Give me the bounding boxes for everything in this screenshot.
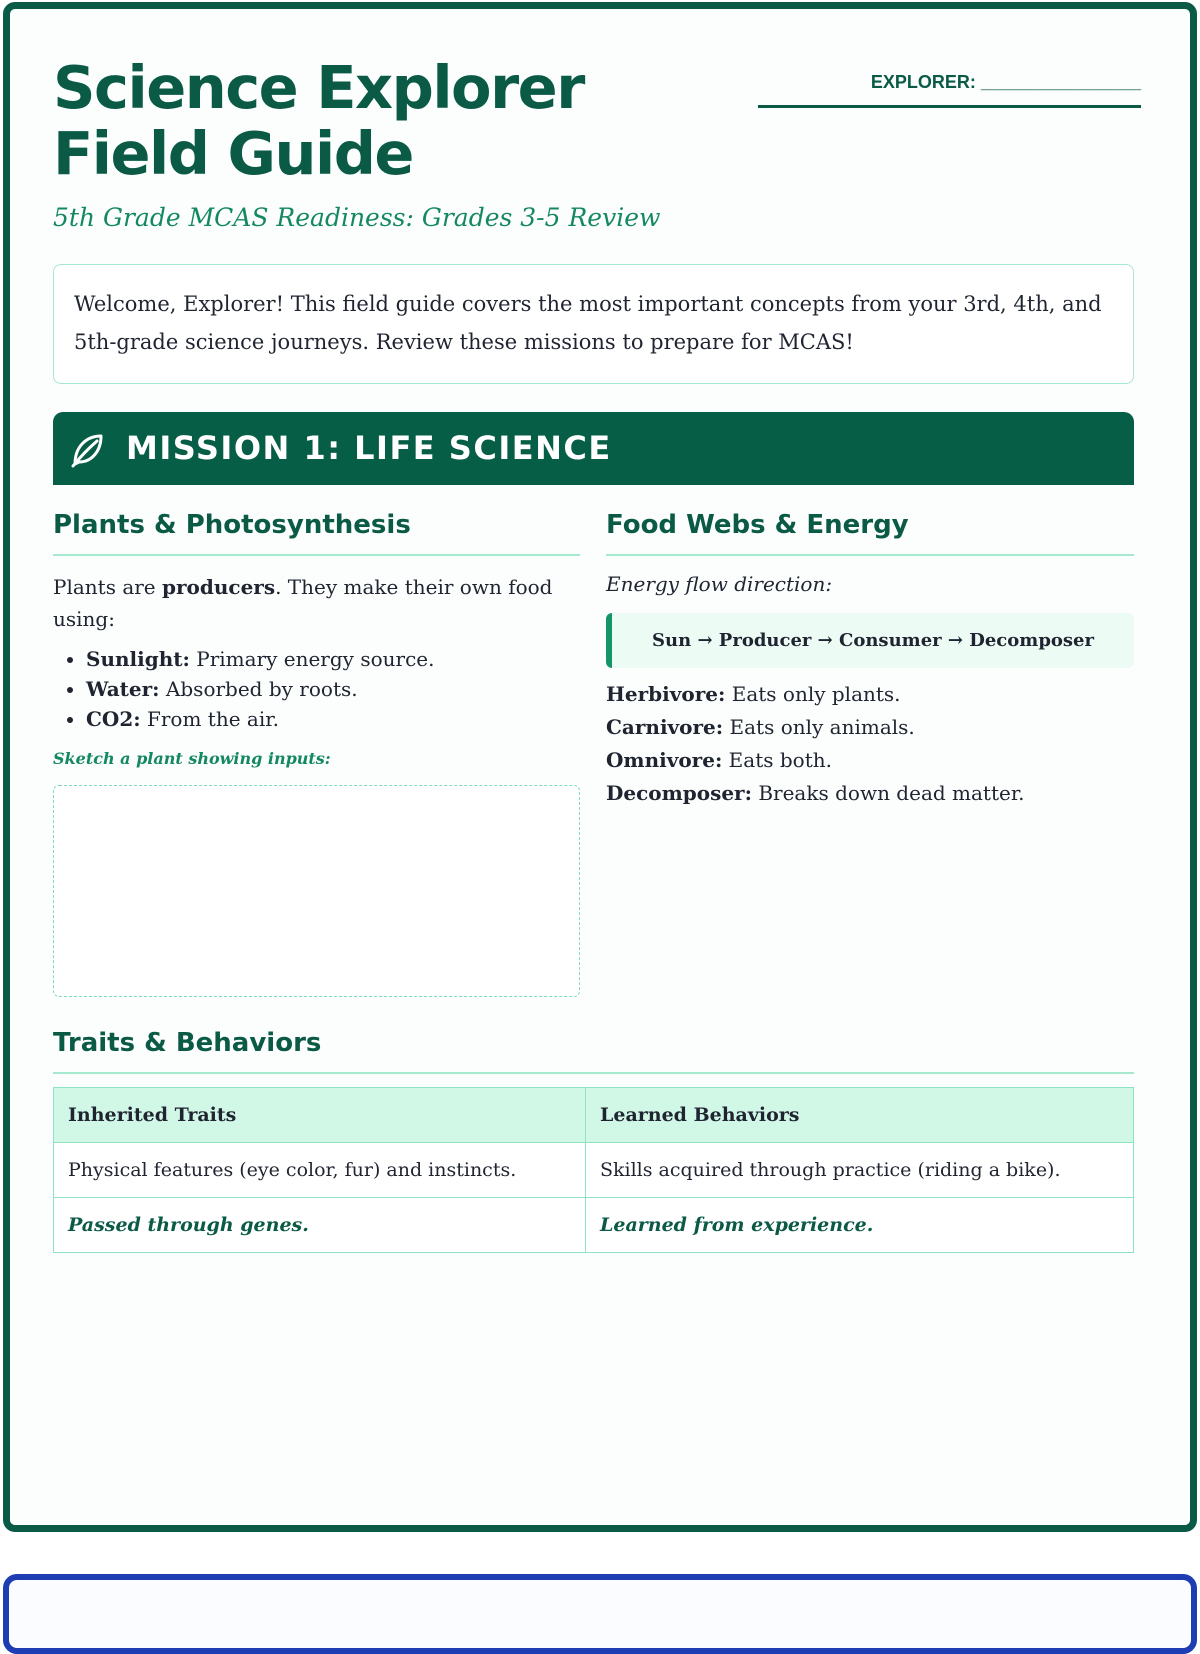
traits-table	[53, 1087, 1134, 1253]
sketch-area[interactable]	[53, 785, 580, 997]
table-cell: Physical features (eye color, fur) and instincts.	[54, 1143, 586, 1198]
intro-box: Welcome, Explorer! This field guide covers the most important concepts from your 3rd, 4th, and 5th-grade science journeys. Review these missions to prepare for MCAS!	[53, 264, 1134, 384]
table-row	[54, 1143, 1134, 1198]
definition-omnivore: Omnivore: Eats both.	[606, 748, 832, 772]
next-page-edge	[3, 1574, 1197, 1654]
mission-title: MISSION 1: LIFE SCIENCE	[126, 429, 612, 467]
table-cell: Passed through genes.	[54, 1198, 586, 1253]
explorer-name-line: EXPLORER: ________________	[758, 72, 1141, 108]
table-row	[54, 1198, 1134, 1253]
plants-heading: Plants & Photosynthesis	[53, 510, 411, 540]
definition-decomposer: Decomposer: Breaks down dead matter.	[606, 781, 1025, 805]
sketch-label: Sketch a plant showing inputs:	[53, 749, 331, 768]
list-item: • Water: Absorbed by roots.	[86, 674, 434, 704]
definition-carnivore: Carnivore: Eats only animals.	[606, 715, 915, 739]
food-webs-heading: Food Webs & Energy	[606, 510, 909, 540]
table-header-row	[54, 1088, 1134, 1143]
mission-banner	[53, 412, 1134, 485]
food-webs-divider	[606, 554, 1134, 556]
plants-divider	[53, 554, 580, 556]
list-item: • Sunlight: Primary energy source.	[86, 644, 434, 674]
column-header: Inherited Traits	[54, 1088, 586, 1143]
leaf-icon	[67, 430, 107, 470]
plants-intro: Plants are producers. They make their own food using:	[53, 575, 553, 631]
table-cell: Learned from experience.	[586, 1198, 1134, 1253]
page-title: Science Explorer Field Guide	[53, 53, 584, 188]
traits-divider	[53, 1072, 1134, 1074]
plant-inputs-list	[53, 644, 434, 734]
traits-heading: Traits & Behaviors	[53, 1028, 322, 1058]
page-subtitle: 5th Grade MCAS Readiness: Grades 3-5 Review	[53, 203, 661, 232]
definition-herbivore: Herbivore: Eats only plants.	[606, 682, 901, 706]
column-header: Learned Behaviors	[586, 1088, 1134, 1143]
energy-flow-box: Sun → Producer → Consumer → Decomposer	[606, 613, 1134, 668]
energy-flow-label: Energy flow direction:	[606, 572, 833, 596]
list-item: • CO2: From the air.	[86, 704, 434, 734]
table-cell: Skills acquired through practice (riding a bike).	[586, 1143, 1134, 1198]
